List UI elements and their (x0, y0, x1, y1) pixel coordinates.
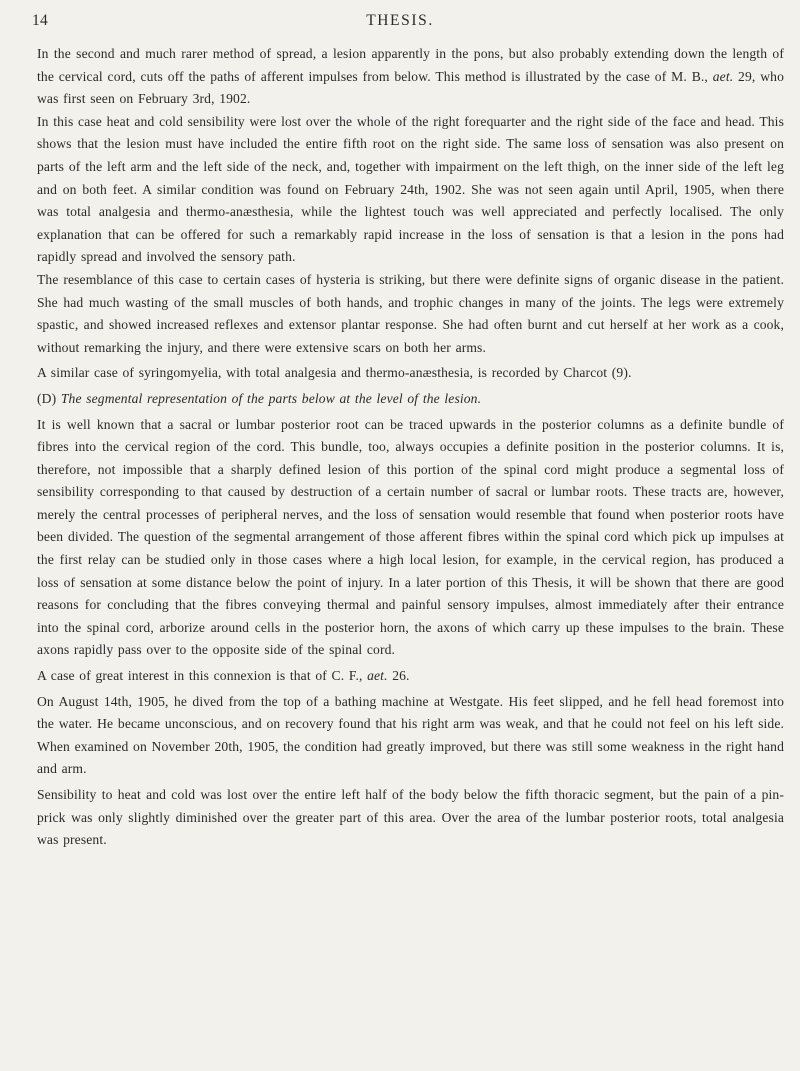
paragraph (37, 111, 784, 269)
text-run: 29, who was first seen on February 3rd, 1902. (37, 68, 784, 107)
section-heading (37, 388, 784, 411)
paragraph (37, 414, 784, 663)
text-run: The resemblance of this case to certain cases of hysteria is striking, but there were definite signs of organic disease in the patient. She had much wasting of the small muscles of both hands, and trophic changes in many of the joints. The legs were extremely spastic, and showed increased reflexes and extensor plantar response. She had often burnt and cut herself at her work as a cook, without remarking the injury, and there were extensive scars on both her arms. (37, 271, 784, 355)
text-run: On August 14th, 1905, he dived from the top of a bathing machine at Westgate. His feet slipped, and he fell head foremost into the water. He became unconscious, and on recovery found that his right arm was weak, and that he could not feel on his left side. When examined on November 20th, 1905, the condition had greatly improved, but there was still some weakness in the right hand and arm. (37, 693, 784, 777)
text-run: (D) (37, 390, 61, 406)
page-header (0, 12, 800, 36)
text-run: It is well known that a sacral or lumbar posterior root can be traced upwards in the posterior columns as a definite bundle of fibres into the cervical region of the cord. This bundle, too, always occupies a definite position in the posterior columns. It is, therefore, not impossible that a sharply defined lesion of this portion of the spinal cord might produce a segmental loss of sensibility corresponding to that caused by destruction of a certain number of sacral or lumbar roots. These tracts are, however, merely the central processes of peripheral nerves, and the loss of sensation would resemble that found when posterior roots have been divided. The question of the segmental arrangement of those afferent fibres within the spinal cord which pick up impulses at the first relay can be studied only in those cases where a high local lesion, for example, in the cervical region, has produced a loss of sensation at some distance below the point of injury. In a later portion of this Thesis, it will be shown that there are good reasons for concluding that the fibres conveying thermal and painful sensory impulses, almost immediately after their entrance into the spinal cord, arborize around cells in the posterior horn, the axons of which carry up these impulses to the brain. These axons rapidly pass over to the opposite side of the spinal cord. (37, 416, 784, 658)
paragraph (37, 784, 784, 852)
italic-text: The segmental representation of the parts below at the level of the lesion. (60, 390, 482, 406)
paragraph (37, 362, 784, 385)
text-run: Sensibility to heat and cold was lost over the entire left half of the body below the fifth thoracic segment, but the pain of a pin-prick was only slightly diminished over the greater part of this area. Over the area of the lumbar posterior roots, total analgesia was present. (37, 787, 784, 848)
paragraph (37, 269, 784, 359)
text-run: A case of great interest in this connexion is that of C. F., (37, 668, 368, 684)
text-run: In this case heat and cold sensibility were lost over the whole of the right forequarter and the right side of the face and head. This shows that the lesion must have included the entire fifth root on the right side. The same loss of sensation was also present on parts of the left arm and the left side of the neck, and, together with impairment on the left thigh, on the inner side of the left leg and on both feet. A similar condition was found on February 24th, 1902. She was not seen again until April, 1905, when there was total analgesia and thermo-anæsthesia, while the lightest touch was well appreciated and perfectly localised. The only explanation that can be offered for such a remarkably rapid increase in the loss of sensation is that a lesion in the pons had rapidly spread and involved the sensory path. (37, 113, 784, 265)
paragraph (37, 691, 784, 781)
paragraph (37, 43, 784, 111)
text-run: In the second and much rarer method of spread, a lesion apparently in the pons, but also probably extending down the length of the cervical cord, cuts off the paths of afferent impulses from below. This method is illustrated by the case of M. B., (37, 46, 784, 84)
italic-text: aet. (712, 68, 734, 84)
paragraph (37, 665, 784, 688)
body-text (37, 43, 784, 852)
running-head: THESIS. (366, 12, 434, 29)
text-run: 26. (387, 668, 410, 684)
italic-text: aet. (367, 668, 388, 684)
text-run: A similar case of syringomyelia, with total analgesia and thermo-anæsthesia, is recorded by Charcot (9). (37, 365, 632, 381)
page-number: 14 (32, 12, 49, 29)
